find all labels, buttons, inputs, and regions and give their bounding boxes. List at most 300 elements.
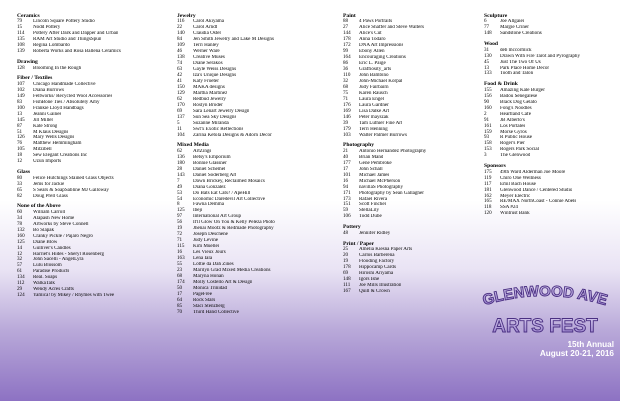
booth-number: 32: [17, 256, 23, 263]
vendor-name: Swt'x Exotic Reflections: [193, 126, 244, 132]
booth-number: 5: [177, 119, 180, 126]
booth-number: 14: [17, 244, 23, 251]
booth-number: 21: [343, 147, 349, 154]
list-item: [343, 289, 478, 295]
section-heading: Food & Drink: [484, 81, 518, 88]
vendor-name: DNA Art Impressions: [359, 43, 404, 49]
section-heading: Sponsors: [484, 163, 506, 170]
vendor-name: Alice Shaffer and Steve Walters: [359, 25, 425, 31]
vendor-name: StellaLily: [359, 208, 380, 214]
vendor-name: Werner Ware: [193, 49, 220, 55]
vendor-name: Hiroshi Ariyama: [359, 270, 394, 276]
booth-number: 25: [343, 246, 349, 253]
booth-number: 106: [343, 213, 351, 220]
booth-number: 79: [17, 18, 23, 25]
vendor-name: Les Vieux Jours: [193, 250, 226, 256]
booth-number: 138: [177, 54, 185, 61]
booth-number: 104: [177, 131, 185, 138]
booth-number: 101: [343, 171, 351, 178]
booth-number: 51: [17, 128, 23, 135]
vendor-name: Nodd Pottery: [33, 25, 61, 31]
booth-number: 172: [343, 42, 351, 49]
vendor-name: Todd Dube: [359, 214, 382, 220]
vendor-name: Judy Fairbairn: [359, 84, 389, 90]
vendor-name: Los Portales: [500, 123, 526, 129]
vendor-name: International Art Group: [193, 214, 242, 220]
booth-number: 68: [343, 83, 349, 90]
booth-number: 56: [177, 219, 183, 226]
vendor-name: MAKA designs: [193, 84, 225, 90]
booth-number: 109: [177, 42, 185, 49]
booth-number: 78: [17, 220, 23, 227]
booth-number: 99: [343, 48, 349, 55]
vendor-name: Zarina Ketola Designs & Adorn Decor: [193, 132, 272, 138]
booth-number: 55: [177, 260, 183, 267]
section-heading: Wood: [484, 41, 498, 48]
booth-number: 117: [484, 180, 492, 187]
vendor-name: Sara Lenart Jewelry Design: [193, 108, 250, 114]
booth-number: 12: [17, 250, 23, 257]
vendor-name: Mary Wells Designs: [33, 135, 75, 141]
booth-number: 120: [484, 210, 492, 217]
booth-number: 158: [484, 140, 492, 147]
booth-number: 49: [177, 183, 183, 190]
vendor-name: Yamica! by Mikey / Rhymes with Twee: [33, 293, 115, 299]
vendor-name: Molly Costello Art & Design: [193, 279, 253, 285]
booth-number: 19: [343, 257, 349, 264]
vendor-name: ArtZings: [193, 148, 212, 154]
booth-number: 102: [17, 86, 25, 93]
vendor-name: Gayle Weiss Designs: [193, 67, 237, 73]
vendor-name: It'll Glow On You & Kelly Peleza Photo: [193, 220, 275, 226]
booth-number: 132: [17, 226, 25, 233]
booth-number: 91: [484, 116, 490, 123]
booth-number: 153: [484, 146, 492, 153]
vendor-name: WalkaTalk: [33, 281, 55, 287]
booth-number: 15: [17, 24, 23, 31]
vendor-name: M Klaus Designs: [33, 129, 69, 135]
booth-number: 148: [484, 30, 492, 37]
vendor-name: Ebony Allen: [359, 49, 385, 55]
booth-number: 160: [484, 104, 492, 111]
vendor-name: Bonnie Glassner: [193, 160, 227, 166]
booth-number: 165: [484, 198, 492, 205]
booth-number: 119: [484, 174, 492, 181]
booth-number: 118: [484, 204, 492, 211]
vendor-name: Gene Pembroke: [359, 160, 392, 166]
vendor-name: Mitzibell: [33, 147, 52, 153]
vendor-name: Chicago Handmade Collective: [33, 81, 96, 87]
section: [17, 203, 167, 299]
vendor-name: Jen Smith Jewelry and Lake M Designs: [193, 37, 274, 43]
booth-number: 60: [17, 208, 23, 215]
list-item: [484, 211, 616, 217]
booth-number: 28: [177, 165, 183, 172]
vendor-name: Tooth and Talon: [500, 71, 534, 77]
vendor-name: Amazing Kale Burger: [500, 87, 545, 93]
vendor-name: Drawn With Fire Tarot and Pyrography: [500, 53, 581, 59]
section-heading: Drawing: [17, 59, 38, 66]
booth-number: 82: [17, 192, 23, 199]
list-item: [343, 214, 478, 220]
vendor-name: Lincoln Square Pottery Studio: [33, 19, 95, 25]
booth-number: 125: [177, 207, 185, 214]
vendor-name: Antonio Hernandez Photography: [359, 148, 427, 154]
festival-logo: [476, 284, 614, 340]
vendor-name: Jhenai Mootz & Re4made Photography: [193, 226, 274, 232]
vendor-name: Meyer Electric: [500, 193, 531, 199]
section-heading: Sculpture: [484, 13, 508, 19]
booth-number: 41: [177, 77, 183, 84]
booth-number: 179: [343, 125, 351, 132]
section: [484, 41, 616, 77]
list-item: [343, 133, 478, 139]
booth-number: 17: [343, 165, 349, 172]
section: [343, 224, 478, 236]
vendor-name: Iza's Unique Designs: [193, 72, 237, 78]
vendor-name: William Carroll: [33, 209, 66, 215]
list-item: [484, 31, 616, 37]
booth-number: 161: [484, 122, 492, 129]
booth-number: 115: [177, 243, 185, 250]
section-heading: Pottery: [343, 224, 361, 231]
vendor-name: S Sears & SoapSabline MJ Galloway: [33, 187, 109, 193]
vendor-name: Black Dog Gelato: [500, 99, 537, 105]
booth-number: 39: [343, 119, 349, 126]
booth-number: 84: [177, 36, 183, 43]
vendor-name: FishBone Ties / Absolutely Amy: [33, 99, 100, 105]
booth-number: 11: [177, 125, 182, 132]
vendor-name: Karen Rausch: [359, 90, 388, 96]
vendor-name: Walter Palmer Burrows: [359, 132, 407, 138]
booth-number: 86: [343, 60, 349, 67]
booth-number: 156: [484, 92, 492, 99]
logo-line-1: GLENWOOD AVE: [480, 284, 610, 310]
booth-number: 12: [17, 158, 23, 165]
vendor-name: Bo Slapak: [33, 227, 55, 233]
vendor-name: SSA #24: [500, 205, 518, 211]
logo-line-2: ARTS FEST: [492, 316, 598, 337]
vendor-name: Martha Martinez: [193, 90, 228, 96]
booth-number: 68: [177, 272, 183, 279]
booth-number: 155: [484, 86, 492, 93]
booth-number: 76: [17, 140, 23, 147]
vendor-name: Alapash New Home: [33, 215, 75, 221]
section: [343, 142, 478, 220]
vendor-name: Amelia Kiesna Paper Arts: [359, 247, 413, 253]
vendor-name: Roger's Pier: [500, 141, 525, 147]
booth-number: 16: [343, 177, 349, 184]
vendor-name: Carol Arndt: [193, 25, 218, 31]
booth-number: 128: [17, 64, 25, 71]
vendor-name: Claudia Oster: [193, 31, 222, 37]
booth-number: 173: [343, 195, 351, 202]
vendor-name: Wintrust Bank: [500, 211, 530, 217]
booth-number: 63: [177, 66, 183, 73]
booth-number: 114: [17, 30, 25, 37]
column-2: [177, 13, 327, 320]
vendor-name: Jeanni Gaines: [33, 111, 62, 117]
section-heading: Print / Paper: [343, 240, 375, 247]
vendor-name: Laura Gardner: [359, 102, 389, 108]
vendor-name: Lulu Blossom: [33, 263, 62, 269]
booth-number: 29: [17, 286, 23, 293]
vendor-name: Heartland Café: [500, 111, 531, 117]
booth-number: 17: [177, 290, 183, 297]
vendor-name: Frankie Lloyd Handbags: [33, 105, 84, 111]
section: [17, 75, 167, 165]
booth-number: 61: [17, 268, 23, 275]
section: [484, 81, 616, 159]
booth-number: 62: [177, 147, 183, 154]
booth-number: 148: [343, 275, 351, 282]
vendor-name: Flooding Factory: [359, 258, 395, 264]
vendor-name: Joseph Deschene: [193, 232, 228, 238]
vendor-name: Photography by Sean Gallagher: [359, 190, 424, 196]
vendor-name: Sew Elegant Creations Inc: [33, 153, 88, 159]
vendor-name: Redbud Jewelry: [193, 96, 226, 102]
vendor-name: Dawn Brickey, Reclaimed Mosaics: [193, 178, 265, 184]
vendor-name: Uzun Imports: [33, 159, 62, 165]
vendor-name: Feltworks/ Recycled Wool Accessories: [33, 93, 113, 99]
booth-number: 97: [177, 213, 183, 220]
list-item: [484, 71, 616, 77]
booth-number: 170: [177, 101, 185, 108]
vendor-name: Just The Two Of Us: [500, 59, 541, 65]
booth-number: 94: [343, 183, 349, 190]
vendor-name: Lena Iala: [193, 256, 213, 262]
section-heading: Ceramics: [17, 13, 40, 19]
vendor-name: Monica Trinidad: [193, 285, 228, 291]
vendor-name: Paradise Products: [33, 269, 70, 275]
booth-number: 72: [177, 231, 183, 238]
vendor-name: Brian Mand: [359, 154, 384, 160]
booth-number: 145: [17, 116, 25, 123]
column-4: [484, 13, 616, 221]
vendor-name: Diana Gonzalez: [193, 184, 226, 190]
booth-number: 32: [343, 77, 349, 84]
section: [177, 13, 327, 138]
vendor-name: Roslyn Broder: [193, 102, 223, 108]
booth-number: 48: [343, 229, 349, 236]
vendor-name: 49th Ward Alderman Joe Moore: [500, 169, 566, 175]
vendor-name: Michael James: [359, 172, 390, 178]
vendor-name: Carlos Barberena: [359, 253, 395, 259]
vendor-name: Eric L. Paige: [359, 61, 386, 67]
section: [177, 142, 327, 315]
booth-number: 31: [484, 46, 490, 53]
booth-number: 125: [17, 238, 25, 245]
booth-number: 57: [17, 262, 23, 269]
vendor-name: John Bambino: [359, 72, 389, 78]
booth-number: 64: [177, 296, 183, 303]
list-item: [343, 231, 478, 237]
vendor-name: John-Michael Korpal: [359, 78, 403, 84]
vendor-name: Carol Akiyama: [193, 19, 224, 25]
section: [343, 13, 478, 138]
vendor-name: Do Bats Eat Cats? / ApeHill: [193, 190, 251, 196]
booth-number: 2: [484, 110, 487, 117]
vendor-name: Rafael Rivera: [359, 196, 388, 202]
booth-number: 59: [343, 207, 349, 214]
booth-number: 54: [177, 195, 183, 202]
booth-number: 93: [484, 134, 490, 141]
vendor-name: Rock Stars: [193, 297, 216, 303]
vendor-name: Terri Hanley: [193, 43, 219, 49]
vendor-name: Diane Blow: [33, 239, 58, 245]
booth-number: 105: [17, 146, 25, 153]
booth-number: 53: [177, 189, 183, 196]
vendor-name: JB Alberto's: [500, 117, 525, 123]
booth-number: 110: [343, 71, 351, 78]
booth-number: 20: [343, 252, 349, 259]
vendor-name: The Glenwood: [500, 153, 531, 159]
booth-number: 88: [343, 18, 349, 25]
vendor-name: Laura Engel: [359, 96, 385, 102]
booth-number: 85: [177, 302, 183, 309]
vendor-name: Betsy's Emporium: [193, 154, 231, 160]
booth-number: 160: [17, 232, 25, 239]
booth-number: 126: [17, 134, 25, 141]
vendor-name: Kate Strong: [33, 123, 58, 129]
vendor-name: 4 Paws Portraits: [359, 19, 393, 25]
vendor-name: Harriet's Hides - Sheryl Rosenberg: [33, 251, 104, 257]
booth-number: 130: [484, 52, 492, 59]
vendor-name: Kim Mueller: [193, 244, 220, 250]
booth-number: 150: [177, 83, 185, 90]
booth-number: 112: [17, 280, 25, 287]
booth-number: 7: [177, 177, 180, 184]
booth-number: 34: [17, 214, 23, 221]
list-item: [177, 133, 327, 139]
booth-number: 144: [343, 30, 351, 37]
vendor-name: deb mccormick: [500, 47, 532, 53]
vendor-name: Felice Hutchings Stained Glass Objects: [33, 175, 114, 181]
column-3: [343, 13, 478, 299]
vendor-name: Igors Ishe: [359, 276, 380, 282]
booth-number: 108: [17, 42, 25, 49]
vendor-name: Michael McPherson: [359, 178, 401, 184]
booth-number: 42: [177, 71, 183, 78]
booth-number: 36: [343, 66, 349, 73]
list-item: [484, 153, 616, 159]
vendor-name: Fong's Noodles: [500, 105, 532, 111]
vendor-name: Rogers Park Social: [500, 147, 540, 153]
booth-number: 74: [177, 60, 183, 67]
vendor-name: PageFree: [193, 291, 212, 297]
booth-number: 62: [177, 95, 183, 102]
booth-number: 40: [343, 153, 349, 160]
section-heading: Photography: [343, 142, 375, 149]
vendor-name: Doug Prell Glass: [33, 193, 68, 199]
vendor-name: Sandstone Creations: [500, 31, 542, 37]
vendor-name: Judy Levine: [193, 238, 219, 244]
booth-number: 77: [484, 24, 490, 31]
booth-number: 71: [177, 237, 183, 244]
vendor-name: Economic Daredevil Art Collective: [193, 196, 265, 202]
section-heading: None of the Above: [17, 203, 61, 210]
vendor-name: Badou Senegalese: [500, 93, 538, 99]
booth-number: 23: [177, 266, 183, 273]
vendor-name: Morse Gyros: [500, 129, 527, 135]
vendor-name: Ibeji: [193, 208, 203, 214]
booth-number: 45: [484, 58, 490, 65]
booth-number: 163: [177, 255, 185, 262]
vendor-name: Hippocamp Cards: [359, 264, 396, 270]
booth-number: 151: [343, 201, 351, 208]
booth-number: 135: [17, 36, 25, 43]
booth-number: 103: [343, 131, 351, 138]
section: [17, 13, 167, 55]
booth-number: 129: [177, 89, 185, 96]
vendor-name: Lottie da Dah Zines: [193, 261, 234, 267]
section-heading: Glass: [17, 169, 31, 176]
booth-number: 13: [17, 110, 23, 117]
vendor-name: Alice's Cut: [359, 31, 382, 37]
booth-number: 33: [17, 180, 23, 187]
booth-number: 3: [484, 152, 487, 159]
booth-number: 90: [484, 98, 490, 105]
booth-number: 164: [343, 54, 351, 61]
vendor-name: Chiro One Wellness: [500, 175, 541, 181]
booth-number: 100: [17, 104, 25, 111]
vendor-name: Creative Muses: [193, 55, 225, 61]
section-heading: Mixed Media: [177, 142, 209, 149]
vendor-name: Real. Soaps: [33, 275, 58, 281]
vendor-name: Fawna Demma: [193, 202, 224, 208]
booth-number: 133: [484, 70, 492, 77]
vendor-name: Third Hand Collective: [193, 309, 239, 315]
vendor-name: Joe Mills Illustration: [359, 282, 402, 288]
booth-number: 140: [177, 30, 185, 37]
vendor-name: Margie Criner: [500, 25, 529, 31]
vendor-name: John Sacelli - AngelLyra: [33, 257, 84, 263]
column-1: [17, 13, 167, 303]
booth-number: 83: [17, 98, 23, 105]
booth-number: 116: [177, 18, 185, 25]
annual-label: 15th Annual: [567, 340, 614, 349]
vendor-name: Staci Stenzberg: [193, 303, 225, 309]
booth-number: 46: [177, 48, 183, 55]
vendor-name: Katy Froeter: [193, 78, 219, 84]
vendor-name: Matthew Hemmingham: [33, 141, 82, 147]
vendor-name: Peter mayszak: [359, 114, 389, 120]
booth-number: 167: [343, 287, 351, 294]
booth-number: 174: [177, 278, 185, 285]
booth-number: 169: [343, 107, 351, 114]
booth-number: 136: [177, 153, 185, 160]
section-heading: Paint: [343, 13, 356, 19]
section: [17, 169, 167, 199]
vendor-name: Lisa Dalke Art: [359, 108, 389, 114]
booth-number: 162: [484, 192, 492, 199]
vendor-name: Marilyn Grad Mixed Media Creations: [193, 267, 271, 273]
section: [484, 13, 616, 37]
booth-number: 18: [17, 152, 23, 159]
booth-number: 13: [484, 64, 490, 71]
booth-number: 70: [177, 308, 183, 315]
booth-number: 27: [343, 24, 349, 31]
booth-number: 146: [343, 113, 351, 120]
booth-number: 16: [177, 249, 183, 256]
booth-number: 80: [17, 174, 23, 181]
list-item: [17, 159, 167, 165]
booth-number: 180: [177, 159, 185, 166]
booth-number: 107: [17, 80, 25, 87]
vendor-name: RE/MAX NorthCoast - Connie Abels: [500, 199, 577, 205]
section-heading: Jewelry: [177, 13, 196, 19]
vendor-name: Blooming In the Rough: [33, 65, 82, 71]
